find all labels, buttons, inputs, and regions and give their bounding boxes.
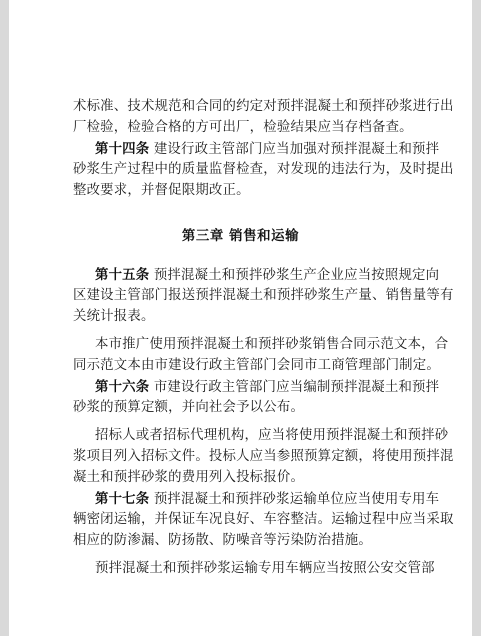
paragraph-line: 凝土和预拌砂浆的费用列入投标报价。 (73, 470, 305, 485)
paragraph-line: 术标准、技术规范和合同的约定对预拌混凝土和预拌砂浆进行出 (73, 99, 454, 114)
chapter-title: 第三章 销售和运输 (181, 229, 300, 244)
paragraph-line: 相应的防渗漏、防扬散、防噪音等污染防治措施。 (73, 533, 372, 548)
article-number: 第十七条 (95, 491, 150, 507)
paragraph-line: 招标人或者招标代理机构，应当将使用预拌混凝土和预拌砂 (95, 428, 449, 443)
paragraph-line: 厂检验，检验合格的方可出厂，检验结果应当存档备查。 (73, 120, 413, 135)
paragraph-line: 辆密闭运输，并保证车况良好、车容整洁。运输过程中应当采取 (73, 512, 454, 527)
article-number: 第十四条 (95, 141, 150, 157)
paragraph-line: 区建设主管部门报送预拌混凝土和预拌砂浆生产量、销售量等有 (73, 288, 454, 303)
article-17-line: 第十七条 预拌混凝土和预拌砂浆运输单位应当使用专用车 (95, 491, 440, 507)
article-14-line: 第十四条 建设行政主管部门应当加强对预拌混凝土和预拌 (95, 141, 440, 157)
paragraph-line: 砂浆生产过程中的质量监督检查，对发现的违法行为，及时提出 (73, 162, 454, 177)
paragraph-line: 砂浆的预算定额，并向社会予以公布。 (73, 400, 305, 415)
document-page (9, 0, 472, 636)
paragraph-line: 同示范文本由市建设行政主管部门会同市工商管理部门制定。 (73, 358, 440, 373)
paragraph-line: 本市推广使用预拌混凝土和预拌砂浆销售合同示范文本，合 (95, 337, 449, 352)
article-number: 第十五条 (95, 267, 150, 283)
paragraph-line: 预拌混凝土和预拌砂浆运输专用车辆应当按照公安交管部 (95, 561, 435, 576)
article-number: 第十六条 (95, 379, 150, 395)
article-15-line: 第十五条 预拌混凝土和预拌砂浆生产企业应当按照规定向 (95, 267, 440, 283)
paragraph-line: 整改要求，并督促限期改正。 (73, 183, 250, 198)
article-16-line: 第十六条 市建设行政主管部门应当编制预拌混凝土和预拌 (95, 379, 440, 395)
paragraph-line: 关统计报表。 (73, 309, 155, 324)
paragraph-line: 浆项目列入招标文件。投标人应当参照预算定额，将使用预拌混 (73, 449, 454, 464)
